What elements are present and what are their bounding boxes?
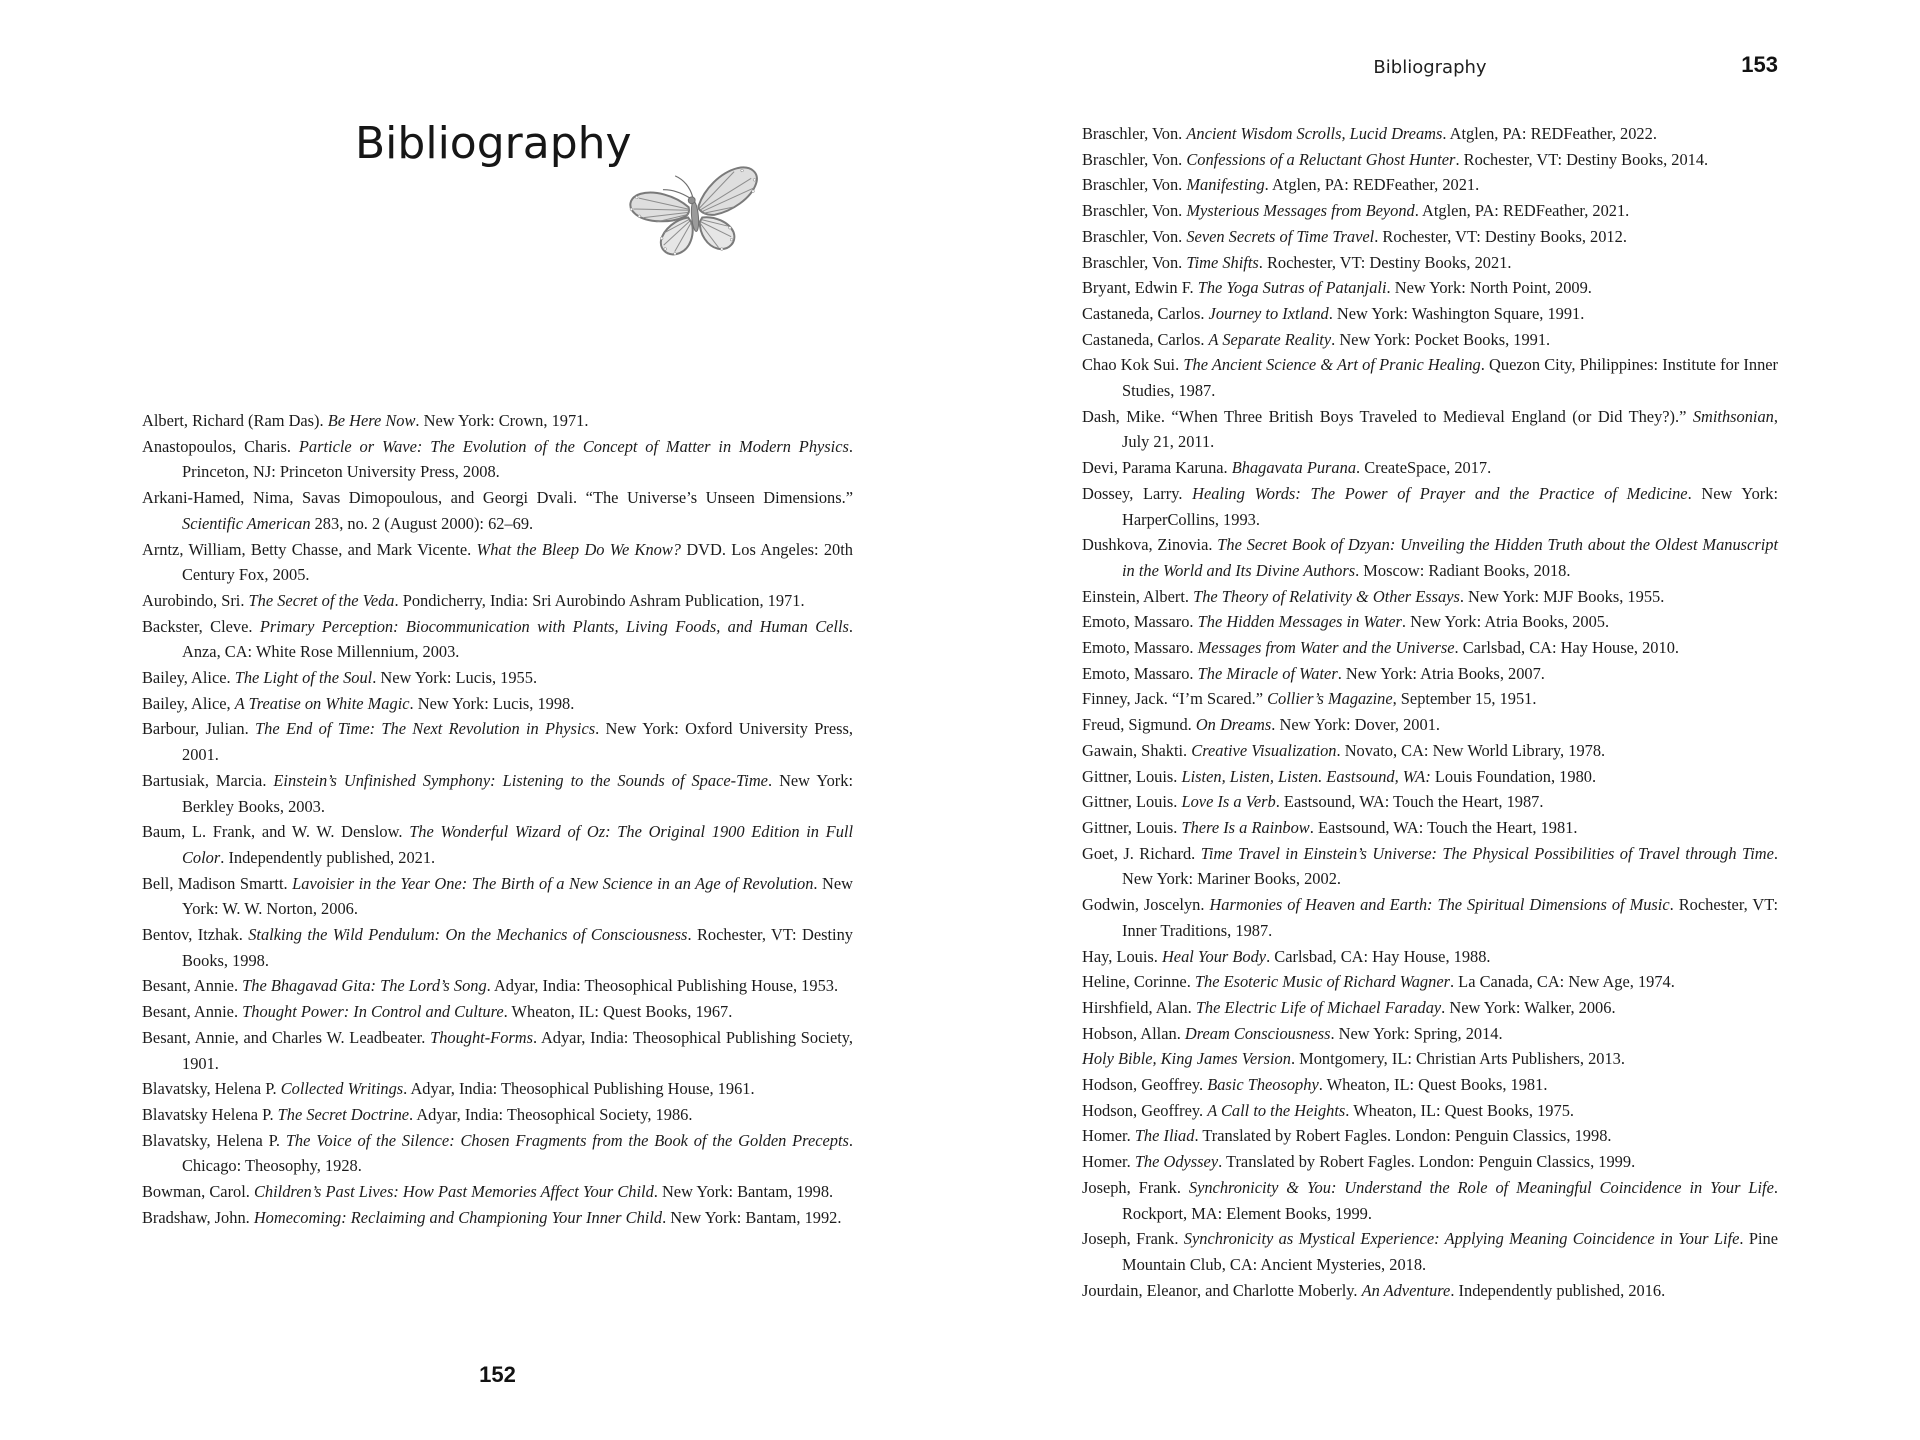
bibliography-entry: Gittner, Louis. There Is a Rainbow. Eastsound, WA: Touch the Heart, 1981. bbox=[1082, 817, 1578, 837]
bibliography-entry: Barbour, Julian. The End of Time: The Next Revolution in Physics. New York: Oxford University Press, 2001. bbox=[142, 719, 853, 765]
bibliography-entry: Gawain, Shakti. Creative Visualization. Novato, CA: New World Library, 1978. bbox=[1082, 740, 1606, 760]
bibliography-entry: Joseph, Frank. Synchronicity as Mystical Experience: Applying Meaning Coincidence in Your Life. Pine Mountain Club, CA: Ancient Mysteries, 2018. bbox=[1082, 1229, 1779, 1274]
bibliography-entry: Dossey, Larry. Healing Words: The Power of Prayer and the Practice of Medicine. New York: HarperCollins, 1993. bbox=[1082, 483, 1778, 529]
bibliography-entry: Jourdain, Eleanor, and Charlotte Moberly. An Adventure. Independently published, 2016. bbox=[1082, 1280, 1666, 1300]
bibliography-entry: Braschler, Von. Confessions of a Reluctant Ghost Hunter. Rochester, VT: Destiny Books, 2014. bbox=[1082, 149, 1709, 169]
bibliography-entry: Besant, Annie. The Bhagavad Gita: The Lord’s Song. Adyar, India: Theosophical Publishing House, 1953. bbox=[142, 976, 839, 996]
bibliography-entry: Einstein, Albert. The Theory of Relativity & Other Essays. New York: MJF Books, 1955. bbox=[1082, 586, 1665, 606]
butterfly-icon bbox=[620, 164, 770, 270]
bibliography-entry: Braschler, Von. Seven Secrets of Time Travel. Rochester, VT: Destiny Books, 2012. bbox=[1082, 226, 1627, 246]
bibliography-entry: Hobson, Allan. Dream Consciousness. New York: Spring, 2014. bbox=[1082, 1023, 1503, 1043]
running-header: Bibliography bbox=[1373, 57, 1487, 78]
chapter-title: Bibliography bbox=[355, 118, 632, 169]
bibliography-entry: Emoto, Massaro. The Hidden Messages in Water. New York: Atria Books, 2005. bbox=[1082, 612, 1610, 632]
bibliography-entry: Besant, Annie. Thought Power: In Control and Culture. Wheaton, IL: Quest Books, 1967. bbox=[142, 1002, 733, 1022]
bibliography-entry: Homer. The Iliad. Translated by Robert Fagles. London: Penguin Classics, 1998. bbox=[1082, 1126, 1612, 1146]
bibliography-entry: Bentov, Itzhak. Stalking the Wild Pendulum: On the Mechanics of Consciousness. Rochester, VT: Destiny Books, 1998. bbox=[142, 925, 853, 970]
bibliography-entry: Bryant, Edwin F. The Yoga Sutras of Patanjali. New York: North Point, 2009. bbox=[1082, 278, 1592, 298]
bibliography-entry: Hirshfield, Alan. The Electric Life of Michael Faraday. New York: Walker, 2006. bbox=[1082, 997, 1616, 1017]
bibliography-entry: Emoto, Massaro. The Miracle of Water. New York: Atria Books, 2007. bbox=[1082, 663, 1545, 683]
bibliography-entry: Emoto, Massaro. Messages from Water and the Universe. Carlsbad, CA: Hay House, 2010. bbox=[1082, 638, 1679, 658]
page-number-header: 153 bbox=[1741, 52, 1778, 77]
bibliography-entry: Homer. The Odyssey. Translated by Robert Fagles. London: Penguin Classics, 1999. bbox=[1082, 1152, 1636, 1172]
bibliography-entry: Braschler, Von. Time Shifts. Rochester, VT: Destiny Books, 2021. bbox=[1082, 252, 1512, 272]
bibliography-entry: Blavatsky Helena P. The Secret Doctrine. Adyar, India: Theosophical Society, 1986. bbox=[142, 1104, 693, 1124]
bibliography-entry: Joseph, Frank. Synchronicity & You: Understand the Role of Meaningful Coincidence in Your Life. Rockport, MA: Element Books, 1999. bbox=[1082, 1177, 1778, 1223]
bibliography-entry: Bradshaw, John. Homecoming: Reclaiming and Championing Your Inner Child. New York: Bantam, 1992. bbox=[142, 1207, 842, 1227]
bibliography-entry: Braschler, Von. Ancient Wisdom Scrolls, Lucid Dreams. Atglen, PA: REDFeather, 2022. bbox=[1082, 124, 1657, 143]
bibliography-entry: Dash, Mike. “When Three British Boys Traveled to Medieval England (or Did They?).” Smithsonian, July 21, 2011. bbox=[1082, 406, 1778, 452]
bibliography-entry: Devi, Parama Karuna. Bhagavata Purana. CreateSpace, 2017. bbox=[1082, 458, 1492, 478]
bibliography-entry: Anastopoulos, Charis. Particle or Wave: The Evolution of the Concept of Matter in Modern Physics. Princeton, NJ: Princeton University Press, 2008. bbox=[142, 436, 853, 482]
bibliography-entry: Bailey, Alice. The Light of the Soul. New York: Lucis, 1955. bbox=[142, 668, 538, 688]
bibliography-entry: Goet, J. Richard. Time Travel in Einstein’s Universe: The Physical Possibilities of Travel through Time. New York: Mariner Books, 2002. bbox=[1082, 843, 1778, 889]
bibliography-entry: Holy Bible, King James Version. Montgomery, IL: Christian Arts Publishers, 2013. bbox=[1082, 1049, 1625, 1069]
bibliography-entry: Hodson, Geoffrey. A Call to the Heights. Wheaton, IL: Quest Books, 1975. bbox=[1082, 1100, 1574, 1120]
bibliography-entry: Heline, Corinne. The Esoteric Music of Richard Wagner. La Canada, CA: New Age, 1974. bbox=[1082, 972, 1675, 992]
bibliography-entry: Braschler, Von. Mysterious Messages from Beyond. Atglen, PA: REDFeather, 2021. bbox=[1082, 201, 1630, 221]
bibliography-entry: Castaneda, Carlos. A Separate Reality. New York: Pocket Books, 1991. bbox=[1082, 329, 1551, 349]
bibliography-list-left bbox=[142, 408, 853, 1231]
bibliography-entry: Bailey, Alice, A Treatise on White Magic. New York: Lucis, 1998. bbox=[142, 693, 575, 713]
bibliography-entry: Hay, Louis. Heal Your Body. Carlsbad, CA: Hay House, 1988. bbox=[1082, 946, 1491, 966]
page-number-footer: 152 bbox=[479, 1362, 516, 1387]
bibliography-entry: Gittner, Louis. Listen, Listen, Listen. Eastsound, WA: Louis Foundation, 1980. bbox=[1082, 766, 1597, 786]
bibliography-entry: Arkani-Hamed, Nima, Savas Dimopoulous, and Georgi Dvali. “The Universe’s Unseen Dimensions.” Scientific American 283, no. 2 (August 2000): 62–69. bbox=[142, 488, 853, 533]
bibliography-entry: Finney, Jack. “I’m Scared.” Collier’s Magazine, September 15, 1951. bbox=[1082, 689, 1537, 709]
bibliography-entry: Freud, Sigmund. On Dreams. New York: Dover, 2001. bbox=[1082, 715, 1440, 735]
bibliography-entry: Bell, Madison Smartt. Lavoisier in the Year One: The Birth of a New Science in an Age of Revolution. New York: W. W. Norton, 2006. bbox=[142, 873, 853, 919]
bibliography-entry: Besant, Annie, and Charles W. Leadbeater. Thought-Forms. Adyar, India: Theosophical Publishing Society, 1901. bbox=[142, 1027, 853, 1073]
bibliography-entry: Arntz, William, Betty Chasse, and Mark Vicente. What the Bleep Do We Know? DVD. Los Angeles: 20th Century Fox, 2005. bbox=[142, 539, 854, 585]
bibliography-entry: Blavatsky, Helena P. Collected Writings. Adyar, India: Theosophical Publishing House, 1961. bbox=[142, 1079, 755, 1099]
bibliography-entry: Bartusiak, Marcia. Einstein’s Unfinished Symphony: Listening to the Sounds of Space-Time. New York: Berkley Books, 2003. bbox=[142, 770, 853, 816]
bibliography-entry: Bowman, Carol. Children’s Past Lives: How Past Memories Affect Your Child. New York: Bantam, 1998. bbox=[142, 1182, 834, 1202]
bibliography-entry: Dushkova, Zinovia. The Secret Book of Dzyan: Unveiling the Hidden Truth about the Oldest Manuscript in the World and Its Divine Authors. Moscow: Radiant Books, 2018. bbox=[1082, 535, 1779, 580]
bibliography-entry: Braschler, Von. Manifesting. Atglen, PA: REDFeather, 2021. bbox=[1082, 175, 1480, 195]
bibliography-entry: Castaneda, Carlos. Journey to Ixtland. New York: Washington Square, 1991. bbox=[1082, 303, 1585, 323]
bibliography-entry: Albert, Richard (Ram Das). Be Here Now. New York: Crown, 1971. bbox=[142, 411, 589, 430]
bibliography-entry: Blavatsky, Helena P. The Voice of the Silence: Chosen Fragments from the Book of the Golden Precepts. Chicago: Theosophy, 1928. bbox=[142, 1130, 854, 1176]
bibliography-entry: Chao Kok Sui. The Ancient Science & Art of Pranic Healing. Quezon City, Philippines: Institute for Inner Studies, 1987. bbox=[1082, 355, 1779, 401]
bibliography-entry: Aurobindo, Sri. The Secret of the Veda. Pondicherry, India: Sri Aurobindo Ashram Publication, 1971. bbox=[142, 590, 805, 610]
bibliography-entry: Backster, Cleve. Primary Perception: Biocommunication with Plants, Living Foods, and Human Cells. Anza, CA: White Rose Millennium, 2003. bbox=[142, 616, 853, 662]
bibliography-list-right bbox=[1082, 121, 1778, 1303]
bibliography-entry: Godwin, Joscelyn. Harmonies of Heaven and Earth: The Spiritual Dimensions of Music. Rochester, VT: Inner Traditions, 1987. bbox=[1082, 895, 1779, 940]
bibliography-entry: Gittner, Louis. Love Is a Verb. Eastsound, WA: Touch the Heart, 1987. bbox=[1082, 792, 1544, 812]
bibliography-entry: Baum, L. Frank, and W. W. Denslow. The Wonderful Wizard of Oz: The Original 1900 Edition in Full Color. Independently published, 2021. bbox=[142, 822, 853, 867]
bibliography-entry: Hodson, Geoffrey. Basic Theosophy. Wheaton, IL: Quest Books, 1981. bbox=[1082, 1075, 1548, 1095]
